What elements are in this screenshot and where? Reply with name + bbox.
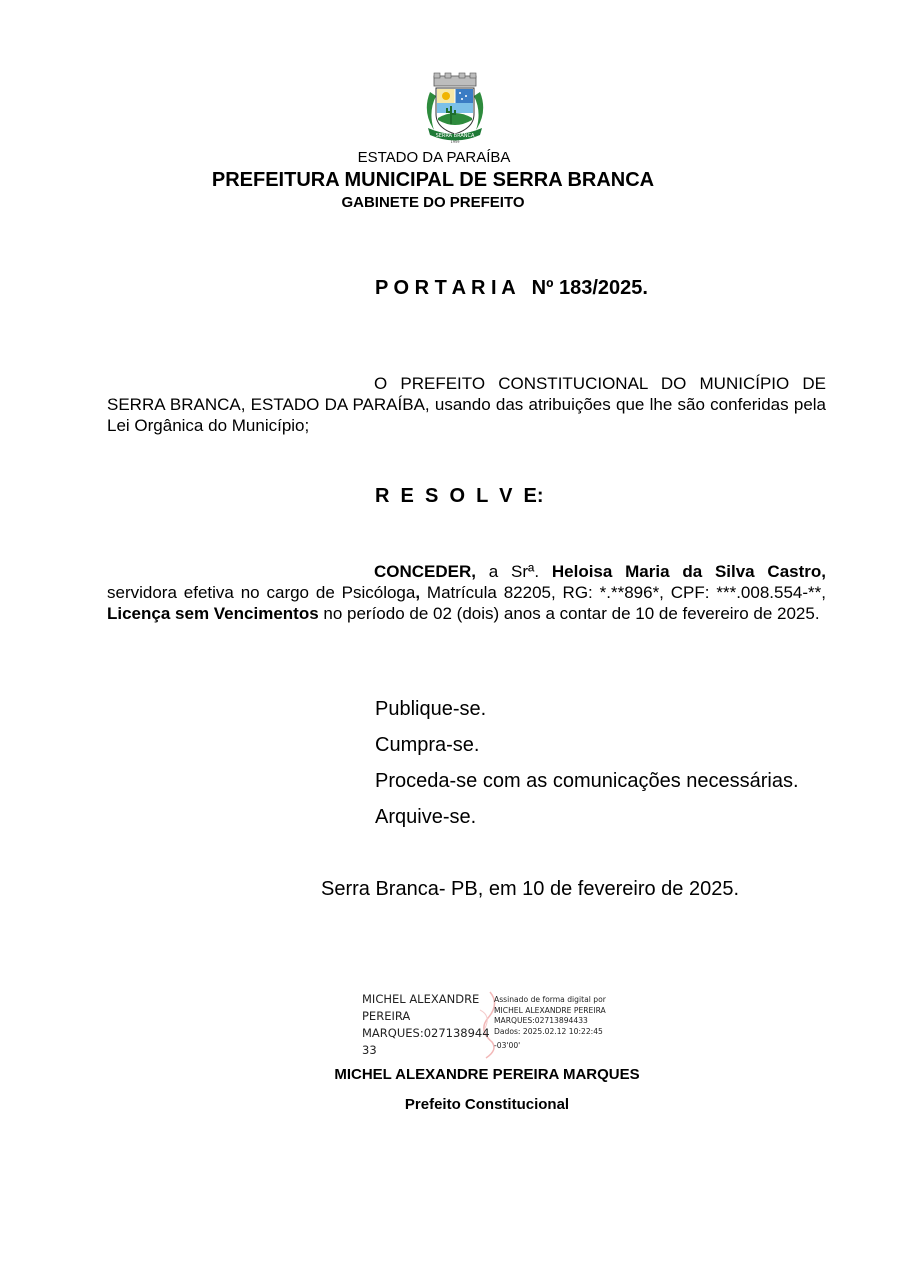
signature-signer-line: 33 xyxy=(362,1043,377,1057)
signature-signer-line: MARQUES:027138944 xyxy=(362,1026,490,1040)
closing-line-publish: Publique-se. xyxy=(375,698,487,720)
signature-details-block xyxy=(494,995,606,1052)
resolve-heading: R E S O L V E: xyxy=(375,485,544,507)
grant-article: a Srª. xyxy=(476,562,552,581)
signature-signer-line: MICHEL ALEXANDRE xyxy=(362,992,480,1006)
grant-text-part3: no período de 02 (dois) anos a contar de 10 de fevereiro de 2025. xyxy=(318,604,820,623)
grant-verb: CONCEDER, xyxy=(374,562,477,581)
svg-text:1959: 1959 xyxy=(450,140,460,144)
grant-paragraph xyxy=(107,561,826,624)
signatory-name: MICHEL ALEXANDRE PEREIRA MARQUES xyxy=(334,1066,640,1083)
licence-type: Licença sem Vencimentos xyxy=(107,604,319,623)
employee-name: Heloisa Maria da Silva Castro, xyxy=(551,562,826,581)
signature-detail-line: Assinado de forma digital por xyxy=(494,995,606,1004)
signature-signer-block xyxy=(362,991,490,1059)
signatory-title: Prefeito Constitucional xyxy=(404,1096,570,1113)
closing-line-communicate: Proceda-se com as comunicações necessárias. xyxy=(375,770,799,792)
place-and-date: Serra Branca- PB, em 10 de fevereiro de 2025. xyxy=(321,878,740,900)
preamble-paragraph xyxy=(107,373,826,436)
signature-detail-line: MICHEL ALEXANDRE PEREIRA xyxy=(494,1005,606,1015)
closing-line-archive: Arquive-se. xyxy=(375,806,477,828)
office-name: GABINETE DO PREFEITO xyxy=(341,194,525,211)
coat-of-arms-icon xyxy=(420,72,490,144)
document-title: P O R T A R I A Nº 183/2025. xyxy=(375,277,648,299)
grant-comma: , xyxy=(415,583,421,602)
grant-text-part2: Matrícula 82205, RG: *.**896*, CPF: ***.008.554-**, xyxy=(420,583,826,602)
state-name: ESTADO DA PARAÍBA xyxy=(357,149,511,166)
signature-detail-line: -03'00' xyxy=(494,1041,521,1050)
signature-detail-line: Dados: 2025.02.12 10:22:45 xyxy=(494,1026,603,1036)
svg-text:SERRA BRANCA: SERRA BRANCA xyxy=(435,133,475,139)
signature-detail-line: MARQUES:02713894433 xyxy=(494,1016,588,1025)
municipality-name: PREFEITURA MUNICIPAL DE SERRA BRANCA xyxy=(211,169,655,191)
closing-line-comply: Cumpra-se. xyxy=(375,734,480,756)
preamble-text: O PREFEITO CONSTITUCIONAL DO MUNICÍPIO DE SERRA BRANCA, ESTADO DA PARAÍBA, usando das atribuições que lhe são conferidas pela Lei Orgânica do Município; xyxy=(107,374,826,435)
signature-signer-line: PEREIRA xyxy=(362,1009,411,1023)
grant-text-part1: servidora efetiva no cargo de Psicóloga xyxy=(107,583,416,602)
